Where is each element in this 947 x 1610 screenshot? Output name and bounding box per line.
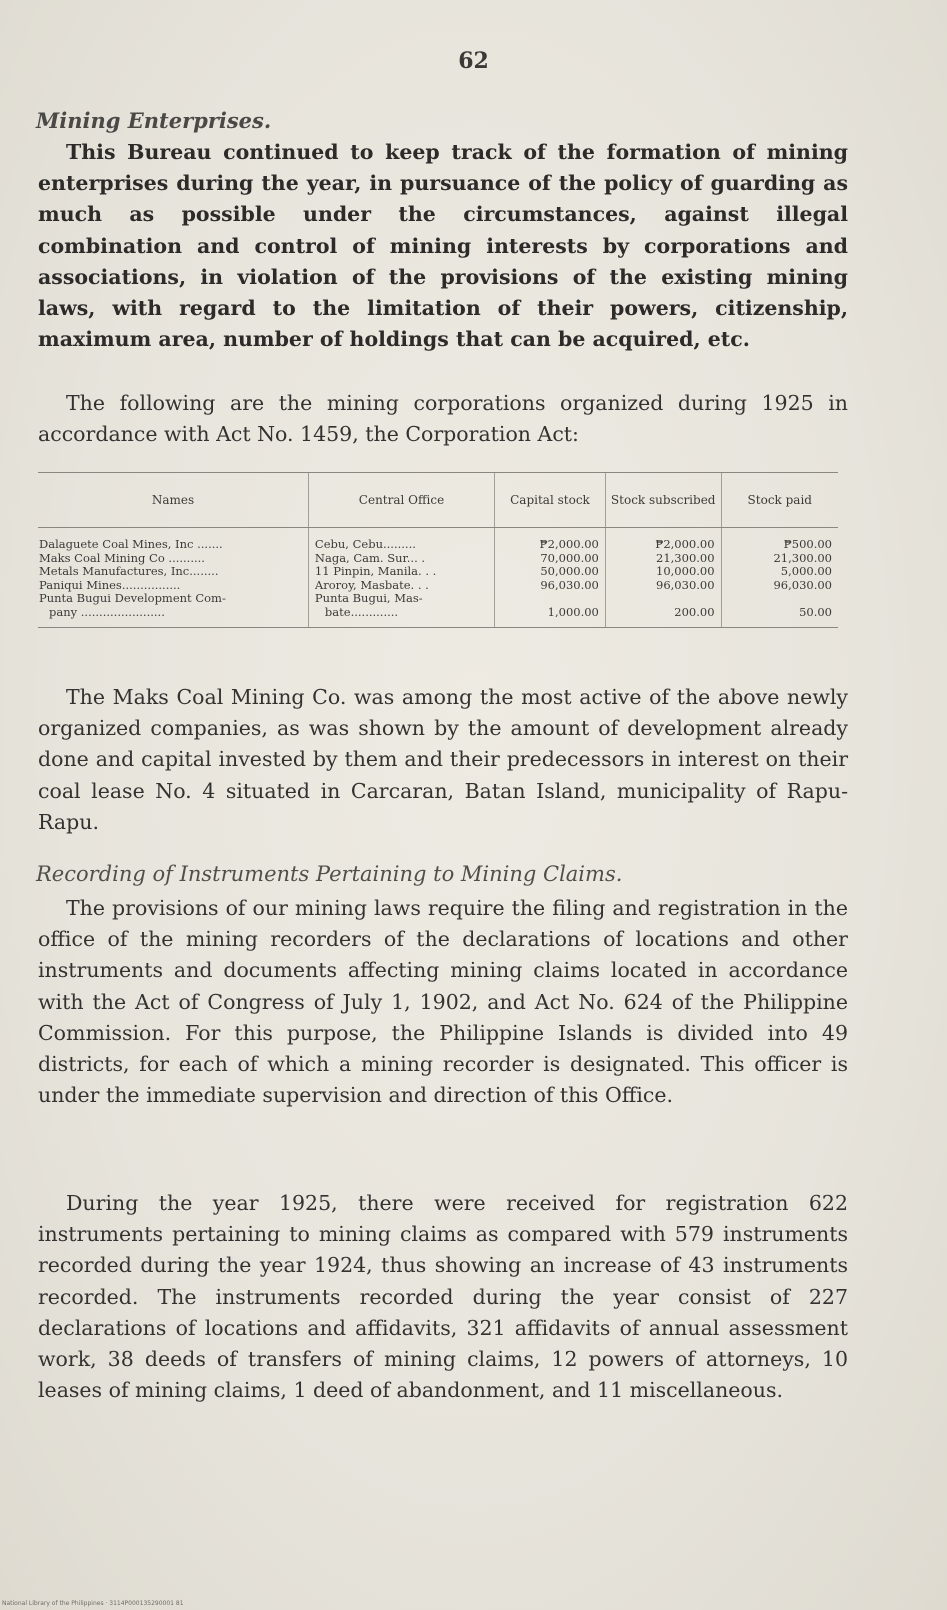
capital-stock-value: 50,000.00 [540,565,599,578]
stock-paid-value: 50.00 [799,605,832,619]
mining-corporations-table [38,472,838,628]
capital-stock-value: 1,000.00 [547,605,599,619]
paragraph-maks-coal-mining: The Maks Coal Mining Co. was among the most active of the above newly organized companies, as was shown by the amount of development already done and capital invested by them and their predecessors in interest on their coal lease No. 4 situated in Carcaran, Batan Island, municipality of Rapu-Rapu. [38,685,848,834]
company-name: Maks Coal Mining Co .......... [39,551,205,565]
column-header-central-office: Central Office [308,473,494,528]
stock-paid-value: 21,300.00 [773,551,832,565]
page-number: 62 [458,48,489,74]
stock-paid-cell [721,528,838,628]
company-name: Dalaguete Coal Mines, Inc ....... [39,538,223,551]
column-header-stock-subscribed: Stock subscribed [605,473,721,528]
paragraph-mining-laws-provisions: The provisions of our mining laws require the filing and registration in the office of the mining recorders of the declarations of locations and other instruments and documents affecting mining claims located in accordance with the Act of Congress of July 1, 1902, and Act No. 624 of the Philippine Commission. For this purpose, the Philippine Islands is divided into 49 districts, for each of which a mining recorder is designated. This officer is under the immediate supervision and direction of this Office. [38,896,848,1108]
spacer [723,592,832,606]
stock-subscribed-cell [605,528,721,628]
capital-stock-value: 96,030.00 [540,578,599,592]
paragraph-corporations-intro: The following are the mining corporations organized during 1925 in accordance with Act No. 1459, the Corporation Act: [38,391,848,447]
central-office: Aroroy, Masbate. . . [314,578,429,592]
company-name: Metals Manufactures, Inc........ [39,565,219,578]
stock-subscribed-value: 200.00 [674,605,715,619]
column-header-stock-paid: Stock paid [721,473,838,528]
central-office: Punta Bugui, Mas- [314,592,423,605]
stock-subscribed-value: 21,300.00 [656,551,715,565]
central-office: 11 Pinpin, Manila. . . [314,565,437,578]
capital-stock-value: 70,000.00 [540,551,599,565]
company-name: Punta Bugui Development Com- [39,592,226,605]
section-heading-recording-instruments: Recording of Instruments Pertaining to Mining Claims. [36,862,623,886]
paragraph-mining-enterprises-policy: This Bureau continued to keep track of the formation of mining enterprises during the year, in pursuance of the policy of guarding as much as possible under the circumstances, against illegal combination and control of mining interests by corporations and associations, in violation of the provisions of the existing mining laws, with regard to the limitation of their powers, citizenship, maximum area, number of holdings that can be acquired, etc. [38,140,848,352]
scan-footer-identifier: National Library of the Philippines · 3114P000135290001 81 [2,1600,184,1607]
stock-paid-value: 5,000.00 [780,565,832,578]
central-office: Naga, Cam. Sur... . [314,551,426,565]
capital-stock-value: ₱2,000.00 [539,538,599,551]
stock-subscribed-value: 10,000.00 [656,565,715,578]
column-header-capital-stock: Capital stock [495,473,606,528]
central-office-continued: bate............. [324,605,399,619]
stock-paid-value: ₱500.00 [783,538,832,551]
central-office: Cebu, Cebu......... [314,538,416,551]
table-row [38,528,838,628]
paragraph-instruments-1925: During the year 1925, there were received for registration 622 instruments pertaining to mining claims as compared with 579 instruments recorded during the year 1924, thus showing an increase of 43 instruments recorded. The instruments recorded during the year consist of 227 declarations of locations and affidavits, 321 affidavits of annual assessment work, 38 deeds of transfers of mining claims, 12 powers of attorneys, 10 leases of mining claims, 1 deed of abandonment, and 11 miscellaneous. [38,1191,848,1403]
section-heading-mining-enterprises: Mining Enterprises. [36,108,272,133]
names-cell [38,528,308,628]
stock-subscribed-value: ₱2,000.00 [655,538,715,551]
column-header-names: Names [38,473,308,528]
capital-stock-cell [495,528,606,628]
company-name: Paniqui Mines................ [39,578,181,592]
company-name-continued: pany ....................... [49,605,165,619]
central-office-cell [308,528,494,628]
stock-subscribed-value: 96,030.00 [656,578,715,592]
spacer [496,592,599,606]
table-header-row [38,473,838,528]
spacer [607,592,715,606]
stock-paid-value: 96,030.00 [773,578,832,592]
